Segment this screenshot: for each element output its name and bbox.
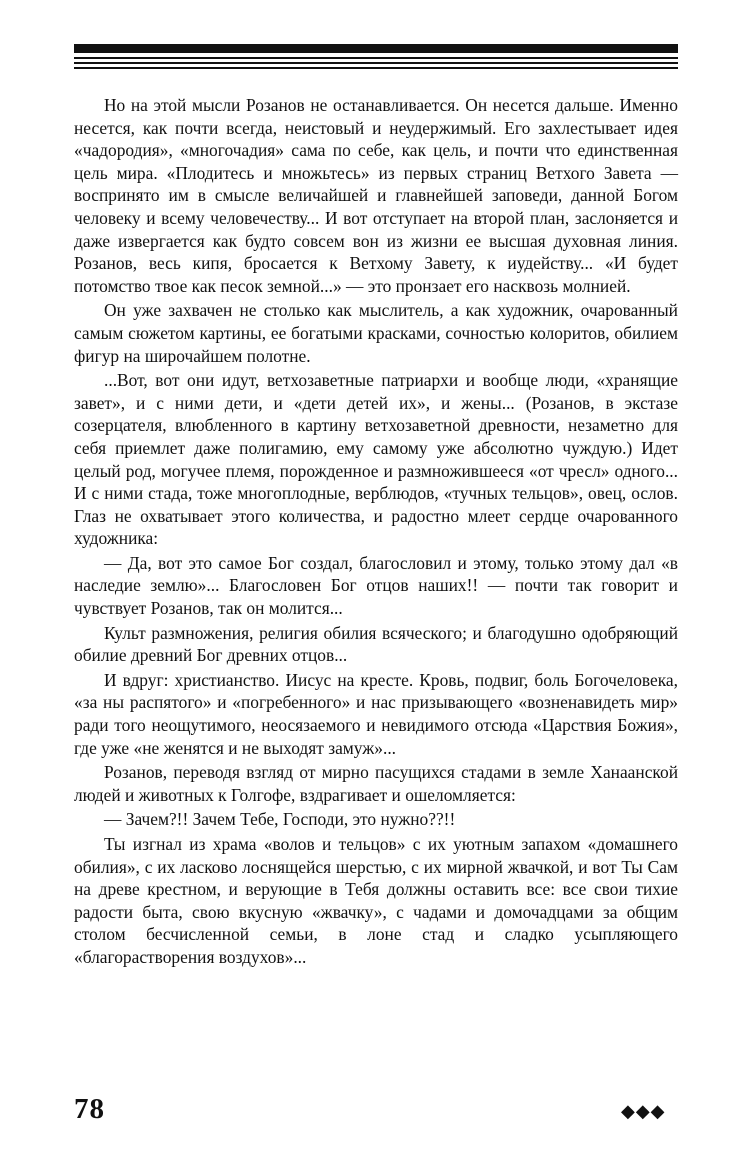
paragraph: ...Вот, вот они идут, ветхозаветные патриархи и вообще люди, «хранящие завет», и с ними дети, и «дети детей их», и жены... (Розанов, в экстазе созерцателя, влюбленного в картину ветхозаветной древности, незаметно для себя приемлет даже полигамию, ему самому уже абсолютно чуждую.) Идет целый род, могучее племя, порожденное и размножившееся «от чресл» одного... И с ними стада, тоже многоплодные, верблюдов, «тучных тельцов», овец, ослов. Глаз не охватывает этого количества, и радостно млеет сердце очарованного художника: — [74, 370, 678, 549]
header-rule-thin-line — [74, 67, 678, 69]
paragraph: — Зачем?!! Зачем Тебе, Господи, это нужно??!! — [104, 809, 456, 830]
page-number: 78 — [74, 1093, 105, 1125]
paragraph: Ты изгнал из храма «волов и тельцов» с их уютным запахом «домашнего обилия», с их ласково лоснящейся шерстью, с их мирной жвачкой, и вот Ты Сам на древе крестном, и верующие в Тебя должны оставить все: все свои тихие радости быта, свою вкусную «жвачку», с чадами и домочадцами за общим столом бесчисленной семьи, в лоне стад и сладко усыпляющего «благорастворения воздухов»... — [74, 834, 678, 967]
paragraph: Розанов, переводя взгляд от мирно пасущихся стадами в земле Ханаанской людей и животных к Голгофе, вздрагивает и ошеломляется: — [74, 762, 678, 805]
paragraph: Но на этой мысли Розанов не останавливается. Он несется дальше. Именно несется, как почти всегда, неистовый и неудержимый. Его захлестывает идея «чадородия», «многочадия» сама по себе, как цель, и почти что единственная цель мира. «Плодитесь и множьтесь» из первых страниц Ветхого Завета — воспринято им в смысле величайшей и главнейшей заповеди, данной Богом человеку и всему человечеству... И вот отступает на второй план, заслоняется и даже извергается как будто совсем вон из жизни ее высшая духовная линия. Розанов, весь кипя, бросается к Ветхому Завету, к иудейству... «И будет потомство твое как песок земной...» — это пронзает его насквозь молнией. — [74, 95, 678, 296]
header-rule — [74, 44, 678, 72]
paragraph: И вдруг: христианство. Иисус на кресте. Кровь, подвиг, боль Богочеловека, «за ны распятого» и «погребенного» и нас призывающего «возненавидеть мир» ради того неощутимого, неосязаемого и невидимого отсюда «Царствия Божия», где уже «не женятся и не выходят замуж»... — [74, 669, 678, 758]
page-text — [74, 94, 678, 971]
paragraph: — Да, вот это самое Бог создал, благословил и этому, только этому дал «в наследие землю»... Благословен Бог отцов наших!! — почти так говорит и чувствует Розанов, так он молится... — [74, 552, 678, 619]
header-rule-thin-line — [74, 62, 678, 64]
paragraph: Он уже захвачен не столько как мыслитель, а как художник, очарованный самым сюжетом картины, ее богатыми красками, сочностью колоритов, обилием фигур на широчайшем полотне. — [74, 300, 678, 366]
header-rule-thin-line — [74, 57, 678, 59]
diamond-ornament-icon: ◆◆◆ — [621, 1101, 666, 1121]
paragraph: Культ размножения, религия обилия всяческого; и благодушно одобряющий обилие древний Бог древних отцов... — [74, 622, 678, 666]
header-rule-thick-line — [74, 44, 678, 53]
